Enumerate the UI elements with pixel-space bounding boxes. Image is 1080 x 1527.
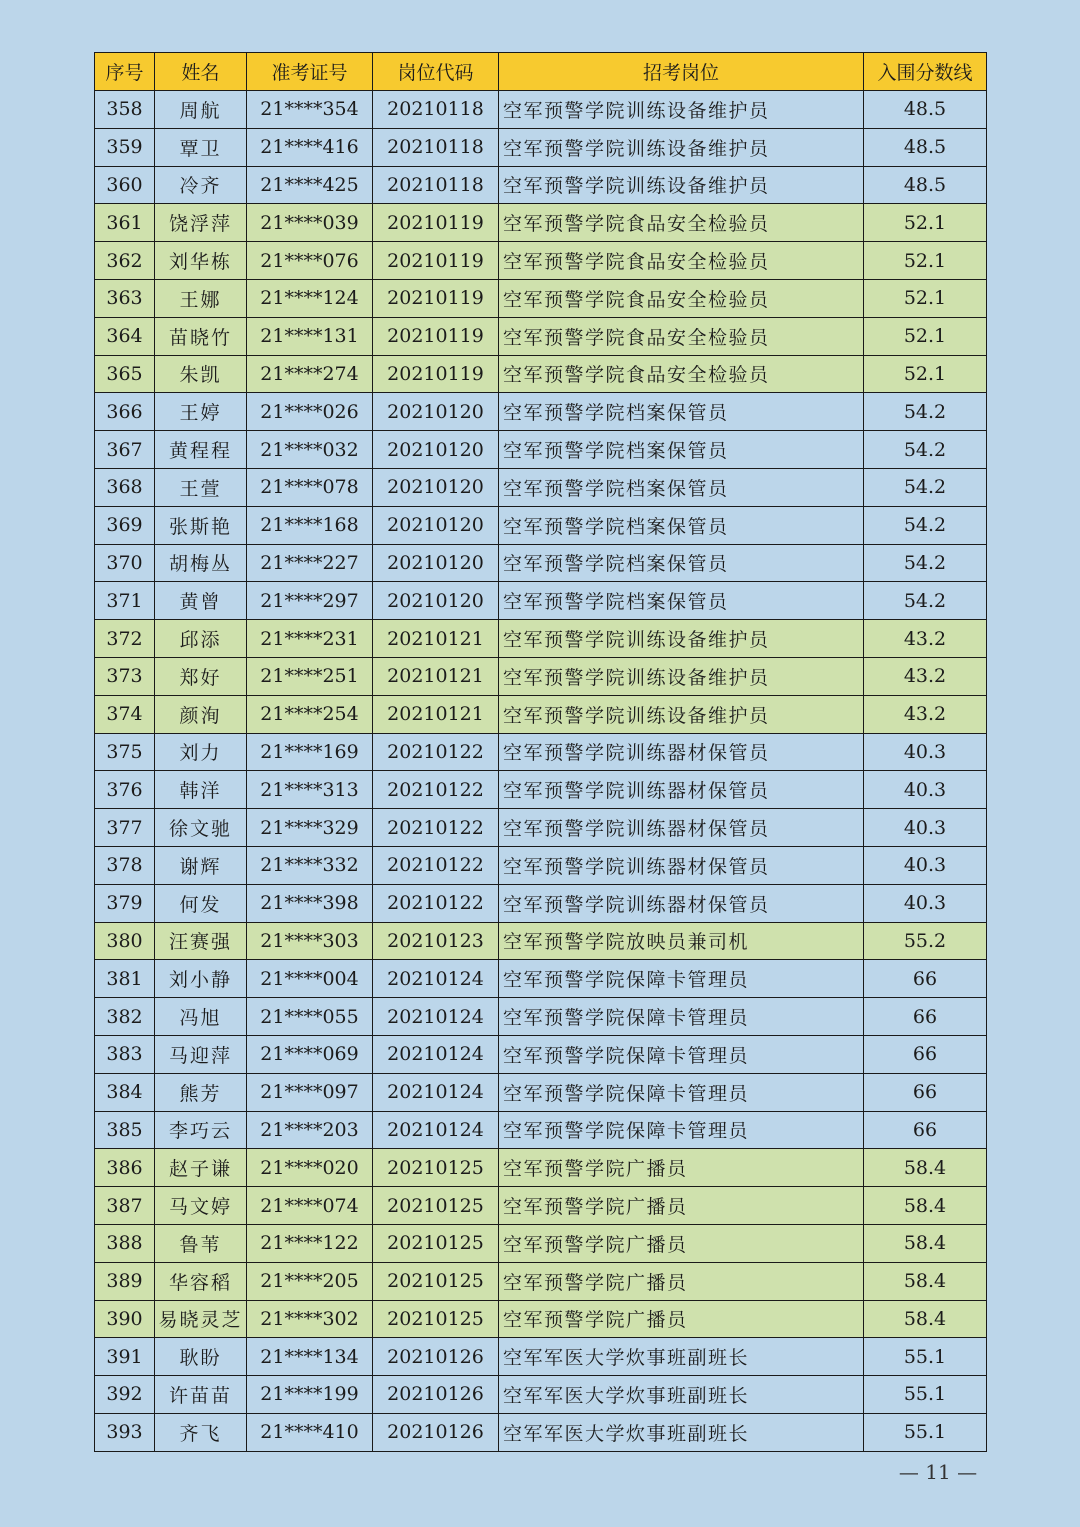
cell-score: 40.3 bbox=[864, 884, 987, 922]
table-row bbox=[95, 884, 987, 922]
cell-ticket: 21****026 bbox=[247, 393, 373, 431]
cell-seq: 364 bbox=[95, 317, 155, 355]
cell-code: 20210121 bbox=[373, 657, 499, 695]
cell-ticket: 21****329 bbox=[247, 809, 373, 847]
table-header bbox=[95, 53, 987, 91]
cell-seq: 359 bbox=[95, 128, 155, 166]
cell-name: 朱凯 bbox=[155, 355, 247, 393]
cell-score: 66 bbox=[864, 1073, 987, 1111]
cell-post: 空军预警学院食品安全检验员 bbox=[499, 355, 864, 393]
cell-name: 张斯艳 bbox=[155, 506, 247, 544]
cell-ticket: 21****055 bbox=[247, 998, 373, 1036]
cell-score: 58.4 bbox=[864, 1224, 987, 1262]
cell-post: 空军军医大学炊事班副班长 bbox=[499, 1376, 864, 1414]
cell-name: 谢辉 bbox=[155, 846, 247, 884]
cell-code: 20210120 bbox=[373, 506, 499, 544]
cell-seq: 372 bbox=[95, 620, 155, 658]
cell-ticket: 21****122 bbox=[247, 1224, 373, 1262]
cell-seq: 381 bbox=[95, 960, 155, 998]
cell-score: 40.3 bbox=[864, 809, 987, 847]
cell-name: 邱添 bbox=[155, 620, 247, 658]
cell-code: 20210119 bbox=[373, 355, 499, 393]
cell-post: 空军预警学院训练设备维护员 bbox=[499, 91, 864, 129]
cell-seq: 374 bbox=[95, 695, 155, 733]
header-score: 入围分数线 bbox=[864, 53, 987, 91]
cell-seq: 366 bbox=[95, 393, 155, 431]
table-row bbox=[95, 128, 987, 166]
cell-seq: 369 bbox=[95, 506, 155, 544]
table-body bbox=[95, 91, 987, 1452]
table-row bbox=[95, 846, 987, 884]
cell-seq: 367 bbox=[95, 431, 155, 469]
table-row bbox=[95, 960, 987, 998]
cell-seq: 393 bbox=[95, 1413, 155, 1451]
cell-post: 空军预警学院广播员 bbox=[499, 1224, 864, 1262]
cell-post: 空军预警学院档案保管员 bbox=[499, 468, 864, 506]
cell-code: 20210122 bbox=[373, 771, 499, 809]
cell-code: 20210119 bbox=[373, 279, 499, 317]
cell-code: 20210125 bbox=[373, 1149, 499, 1187]
table-row bbox=[95, 166, 987, 204]
table-row bbox=[95, 204, 987, 242]
table-row bbox=[95, 393, 987, 431]
cell-post: 空军预警学院保障卡管理员 bbox=[499, 1035, 864, 1073]
score-table bbox=[94, 52, 987, 1452]
header-ticket: 准考证号 bbox=[247, 53, 373, 91]
table-row bbox=[95, 468, 987, 506]
cell-seq: 388 bbox=[95, 1224, 155, 1262]
cell-ticket: 21****097 bbox=[247, 1073, 373, 1111]
cell-ticket: 21****078 bbox=[247, 468, 373, 506]
cell-seq: 360 bbox=[95, 166, 155, 204]
cell-code: 20210125 bbox=[373, 1224, 499, 1262]
cell-score: 66 bbox=[864, 998, 987, 1036]
table-row bbox=[95, 1262, 987, 1300]
cell-ticket: 21****251 bbox=[247, 657, 373, 695]
cell-ticket: 21****074 bbox=[247, 1187, 373, 1225]
cell-code: 20210119 bbox=[373, 242, 499, 280]
table-row bbox=[95, 582, 987, 620]
cell-name: 黄程程 bbox=[155, 431, 247, 469]
cell-code: 20210124 bbox=[373, 1111, 499, 1149]
table-row bbox=[95, 1035, 987, 1073]
cell-ticket: 21****069 bbox=[247, 1035, 373, 1073]
cell-score: 55.1 bbox=[864, 1376, 987, 1414]
cell-score: 54.2 bbox=[864, 506, 987, 544]
cell-post: 空军预警学院档案保管员 bbox=[499, 393, 864, 431]
cell-ticket: 21****199 bbox=[247, 1376, 373, 1414]
cell-seq: 371 bbox=[95, 582, 155, 620]
cell-ticket: 21****039 bbox=[247, 204, 373, 242]
cell-name: 韩洋 bbox=[155, 771, 247, 809]
cell-post: 空军军医大学炊事班副班长 bbox=[499, 1338, 864, 1376]
cell-name: 许苗苗 bbox=[155, 1376, 247, 1414]
cell-seq: 362 bbox=[95, 242, 155, 280]
table-row bbox=[95, 771, 987, 809]
table-row bbox=[95, 695, 987, 733]
cell-name: 刘华栋 bbox=[155, 242, 247, 280]
cell-score: 43.2 bbox=[864, 695, 987, 733]
cell-name: 赵子谦 bbox=[155, 1149, 247, 1187]
cell-code: 20210118 bbox=[373, 166, 499, 204]
cell-ticket: 21****203 bbox=[247, 1111, 373, 1149]
cell-post: 空军军医大学炊事班副班长 bbox=[499, 1413, 864, 1451]
cell-post: 空军预警学院训练器材保管员 bbox=[499, 884, 864, 922]
cell-post: 空军预警学院保障卡管理员 bbox=[499, 1073, 864, 1111]
cell-ticket: 21****332 bbox=[247, 846, 373, 884]
cell-name: 齐飞 bbox=[155, 1413, 247, 1451]
cell-code: 20210126 bbox=[373, 1413, 499, 1451]
cell-seq: 382 bbox=[95, 998, 155, 1036]
cell-score: 40.3 bbox=[864, 771, 987, 809]
cell-score: 54.2 bbox=[864, 544, 987, 582]
table-row bbox=[95, 998, 987, 1036]
table-row bbox=[95, 506, 987, 544]
table-row bbox=[95, 1376, 987, 1414]
cell-name: 李巧云 bbox=[155, 1111, 247, 1149]
cell-seq: 383 bbox=[95, 1035, 155, 1073]
table-row bbox=[95, 1413, 987, 1451]
cell-score: 40.3 bbox=[864, 733, 987, 771]
cell-ticket: 21****274 bbox=[247, 355, 373, 393]
cell-seq: 375 bbox=[95, 733, 155, 771]
cell-post: 空军预警学院档案保管员 bbox=[499, 582, 864, 620]
cell-code: 20210122 bbox=[373, 733, 499, 771]
page-number: — 11 — bbox=[898, 1460, 978, 1484]
table-row bbox=[95, 1338, 987, 1376]
cell-score: 58.4 bbox=[864, 1149, 987, 1187]
cell-code: 20210126 bbox=[373, 1338, 499, 1376]
cell-ticket: 21****398 bbox=[247, 884, 373, 922]
cell-score: 66 bbox=[864, 1035, 987, 1073]
table-row bbox=[95, 1300, 987, 1338]
cell-post: 空军预警学院档案保管员 bbox=[499, 506, 864, 544]
cell-post: 空军预警学院档案保管员 bbox=[499, 544, 864, 582]
cell-seq: 378 bbox=[95, 846, 155, 884]
cell-seq: 386 bbox=[95, 1149, 155, 1187]
cell-seq: 387 bbox=[95, 1187, 155, 1225]
cell-code: 20210119 bbox=[373, 317, 499, 355]
cell-ticket: 21****231 bbox=[247, 620, 373, 658]
cell-ticket: 21****004 bbox=[247, 960, 373, 998]
cell-seq: 376 bbox=[95, 771, 155, 809]
cell-score: 55.1 bbox=[864, 1413, 987, 1451]
table-row bbox=[95, 279, 987, 317]
cell-name: 刘小静 bbox=[155, 960, 247, 998]
cell-seq: 379 bbox=[95, 884, 155, 922]
cell-seq: 390 bbox=[95, 1300, 155, 1338]
cell-code: 20210119 bbox=[373, 204, 499, 242]
cell-name: 熊芳 bbox=[155, 1073, 247, 1111]
cell-code: 20210118 bbox=[373, 128, 499, 166]
cell-ticket: 21****302 bbox=[247, 1300, 373, 1338]
cell-ticket: 21****131 bbox=[247, 317, 373, 355]
cell-score: 54.2 bbox=[864, 468, 987, 506]
cell-code: 20210125 bbox=[373, 1262, 499, 1300]
cell-score: 54.2 bbox=[864, 431, 987, 469]
cell-name: 黄曾 bbox=[155, 582, 247, 620]
cell-ticket: 21****124 bbox=[247, 279, 373, 317]
cell-seq: 361 bbox=[95, 204, 155, 242]
cell-code: 20210124 bbox=[373, 1073, 499, 1111]
cell-post: 空军预警学院保障卡管理员 bbox=[499, 1111, 864, 1149]
cell-code: 20210126 bbox=[373, 1376, 499, 1414]
table-row bbox=[95, 544, 987, 582]
cell-code: 20210125 bbox=[373, 1300, 499, 1338]
cell-code: 20210120 bbox=[373, 431, 499, 469]
cell-name: 饶浮萍 bbox=[155, 204, 247, 242]
header-post: 招考岗位 bbox=[499, 53, 864, 91]
cell-score: 52.1 bbox=[864, 242, 987, 280]
cell-post: 空军预警学院保障卡管理员 bbox=[499, 960, 864, 998]
cell-name: 冷齐 bbox=[155, 166, 247, 204]
cell-seq: 377 bbox=[95, 809, 155, 847]
cell-ticket: 21****168 bbox=[247, 506, 373, 544]
cell-code: 20210125 bbox=[373, 1187, 499, 1225]
cell-name: 华容稻 bbox=[155, 1262, 247, 1300]
cell-score: 66 bbox=[864, 1111, 987, 1149]
cell-name: 冯旭 bbox=[155, 998, 247, 1036]
table-row bbox=[95, 620, 987, 658]
cell-ticket: 21****297 bbox=[247, 582, 373, 620]
cell-code: 20210122 bbox=[373, 846, 499, 884]
cell-code: 20210123 bbox=[373, 922, 499, 960]
cell-post: 空军预警学院训练器材保管员 bbox=[499, 809, 864, 847]
header-row bbox=[95, 53, 987, 91]
cell-post: 空军预警学院食品安全检验员 bbox=[499, 204, 864, 242]
table-row bbox=[95, 809, 987, 847]
cell-name: 何发 bbox=[155, 884, 247, 922]
table-row bbox=[95, 355, 987, 393]
cell-post: 空军预警学院训练器材保管员 bbox=[499, 733, 864, 771]
cell-post: 空军预警学院训练器材保管员 bbox=[499, 771, 864, 809]
cell-name: 周航 bbox=[155, 91, 247, 129]
cell-score: 55.1 bbox=[864, 1338, 987, 1376]
cell-seq: 380 bbox=[95, 922, 155, 960]
table-row bbox=[95, 317, 987, 355]
cell-name: 徐文驰 bbox=[155, 809, 247, 847]
cell-name: 苗晓竹 bbox=[155, 317, 247, 355]
cell-ticket: 21****227 bbox=[247, 544, 373, 582]
cell-score: 48.5 bbox=[864, 128, 987, 166]
cell-score: 54.2 bbox=[864, 582, 987, 620]
table-row bbox=[95, 1149, 987, 1187]
cell-ticket: 21****169 bbox=[247, 733, 373, 771]
cell-ticket: 21****416 bbox=[247, 128, 373, 166]
cell-code: 20210121 bbox=[373, 695, 499, 733]
cell-post: 空军预警学院训练器材保管员 bbox=[499, 846, 864, 884]
header-name: 姓名 bbox=[155, 53, 247, 91]
cell-seq: 385 bbox=[95, 1111, 155, 1149]
cell-ticket: 21****076 bbox=[247, 242, 373, 280]
cell-ticket: 21****205 bbox=[247, 1262, 373, 1300]
cell-score: 48.5 bbox=[864, 166, 987, 204]
cell-score: 40.3 bbox=[864, 846, 987, 884]
cell-score: 58.4 bbox=[864, 1300, 987, 1338]
cell-score: 43.2 bbox=[864, 620, 987, 658]
cell-name: 颜洵 bbox=[155, 695, 247, 733]
cell-ticket: 21****425 bbox=[247, 166, 373, 204]
cell-code: 20210122 bbox=[373, 884, 499, 922]
cell-seq: 391 bbox=[95, 1338, 155, 1376]
cell-ticket: 21****032 bbox=[247, 431, 373, 469]
cell-post: 空军预警学院广播员 bbox=[499, 1149, 864, 1187]
cell-post: 空军预警学院食品安全检验员 bbox=[499, 242, 864, 280]
cell-code: 20210124 bbox=[373, 1035, 499, 1073]
cell-score: 48.5 bbox=[864, 91, 987, 129]
cell-score: 55.2 bbox=[864, 922, 987, 960]
cell-post: 空军预警学院保障卡管理员 bbox=[499, 998, 864, 1036]
cell-post: 空军预警学院训练设备维护员 bbox=[499, 166, 864, 204]
header-seq: 序号 bbox=[95, 53, 155, 91]
cell-ticket: 21****354 bbox=[247, 91, 373, 129]
cell-name: 郑好 bbox=[155, 657, 247, 695]
cell-code: 20210120 bbox=[373, 582, 499, 620]
table-row bbox=[95, 733, 987, 771]
cell-name: 王萱 bbox=[155, 468, 247, 506]
cell-score: 54.2 bbox=[864, 393, 987, 431]
table-row bbox=[95, 657, 987, 695]
table-row bbox=[95, 242, 987, 280]
cell-post: 空军预警学院档案保管员 bbox=[499, 431, 864, 469]
cell-score: 58.4 bbox=[864, 1187, 987, 1225]
cell-post: 空军预警学院广播员 bbox=[499, 1300, 864, 1338]
cell-seq: 392 bbox=[95, 1376, 155, 1414]
cell-name: 王婷 bbox=[155, 393, 247, 431]
cell-name: 耿盼 bbox=[155, 1338, 247, 1376]
cell-post: 空军预警学院放映员兼司机 bbox=[499, 922, 864, 960]
table-row bbox=[95, 1111, 987, 1149]
cell-post: 空军预警学院食品安全检验员 bbox=[499, 317, 864, 355]
cell-score: 58.4 bbox=[864, 1262, 987, 1300]
cell-post: 空军预警学院训练设备维护员 bbox=[499, 695, 864, 733]
cell-code: 20210120 bbox=[373, 468, 499, 506]
table-row bbox=[95, 1073, 987, 1111]
cell-name: 覃卫 bbox=[155, 128, 247, 166]
cell-code: 20210124 bbox=[373, 960, 499, 998]
table-row bbox=[95, 431, 987, 469]
cell-seq: 389 bbox=[95, 1262, 155, 1300]
cell-name: 马文婷 bbox=[155, 1187, 247, 1225]
cell-score: 66 bbox=[864, 960, 987, 998]
header-code: 岗位代码 bbox=[373, 53, 499, 91]
table-row bbox=[95, 91, 987, 129]
cell-code: 20210121 bbox=[373, 620, 499, 658]
cell-ticket: 21****410 bbox=[247, 1413, 373, 1451]
cell-name: 胡梅丛 bbox=[155, 544, 247, 582]
cell-code: 20210120 bbox=[373, 544, 499, 582]
cell-seq: 368 bbox=[95, 468, 155, 506]
cell-score: 43.2 bbox=[864, 657, 987, 695]
cell-seq: 373 bbox=[95, 657, 155, 695]
cell-name: 马迎萍 bbox=[155, 1035, 247, 1073]
cell-post: 空军预警学院训练设备维护员 bbox=[499, 128, 864, 166]
cell-seq: 365 bbox=[95, 355, 155, 393]
table-row bbox=[95, 1224, 987, 1262]
table-row bbox=[95, 1187, 987, 1225]
cell-post: 空军预警学院食品安全检验员 bbox=[499, 279, 864, 317]
cell-code: 20210124 bbox=[373, 998, 499, 1036]
cell-score: 52.1 bbox=[864, 204, 987, 242]
cell-post: 空军预警学院训练设备维护员 bbox=[499, 620, 864, 658]
cell-ticket: 21****134 bbox=[247, 1338, 373, 1376]
cell-code: 20210122 bbox=[373, 809, 499, 847]
cell-name: 鲁苇 bbox=[155, 1224, 247, 1262]
cell-seq: 370 bbox=[95, 544, 155, 582]
cell-score: 52.1 bbox=[864, 355, 987, 393]
cell-code: 20210120 bbox=[373, 393, 499, 431]
cell-name: 刘力 bbox=[155, 733, 247, 771]
cell-post: 空军预警学院广播员 bbox=[499, 1262, 864, 1300]
cell-score: 52.1 bbox=[864, 317, 987, 355]
cell-ticket: 21****254 bbox=[247, 695, 373, 733]
cell-ticket: 21****303 bbox=[247, 922, 373, 960]
cell-ticket: 21****313 bbox=[247, 771, 373, 809]
table-row bbox=[95, 922, 987, 960]
cell-seq: 358 bbox=[95, 91, 155, 129]
cell-post: 空军预警学院广播员 bbox=[499, 1187, 864, 1225]
cell-code: 20210118 bbox=[373, 91, 499, 129]
cell-post: 空军预警学院训练设备维护员 bbox=[499, 657, 864, 695]
cell-seq: 384 bbox=[95, 1073, 155, 1111]
cell-name: 易晓灵芝 bbox=[155, 1300, 247, 1338]
cell-ticket: 21****020 bbox=[247, 1149, 373, 1187]
cell-name: 王娜 bbox=[155, 279, 247, 317]
cell-seq: 363 bbox=[95, 279, 155, 317]
cell-score: 52.1 bbox=[864, 279, 987, 317]
cell-name: 汪赛强 bbox=[155, 922, 247, 960]
